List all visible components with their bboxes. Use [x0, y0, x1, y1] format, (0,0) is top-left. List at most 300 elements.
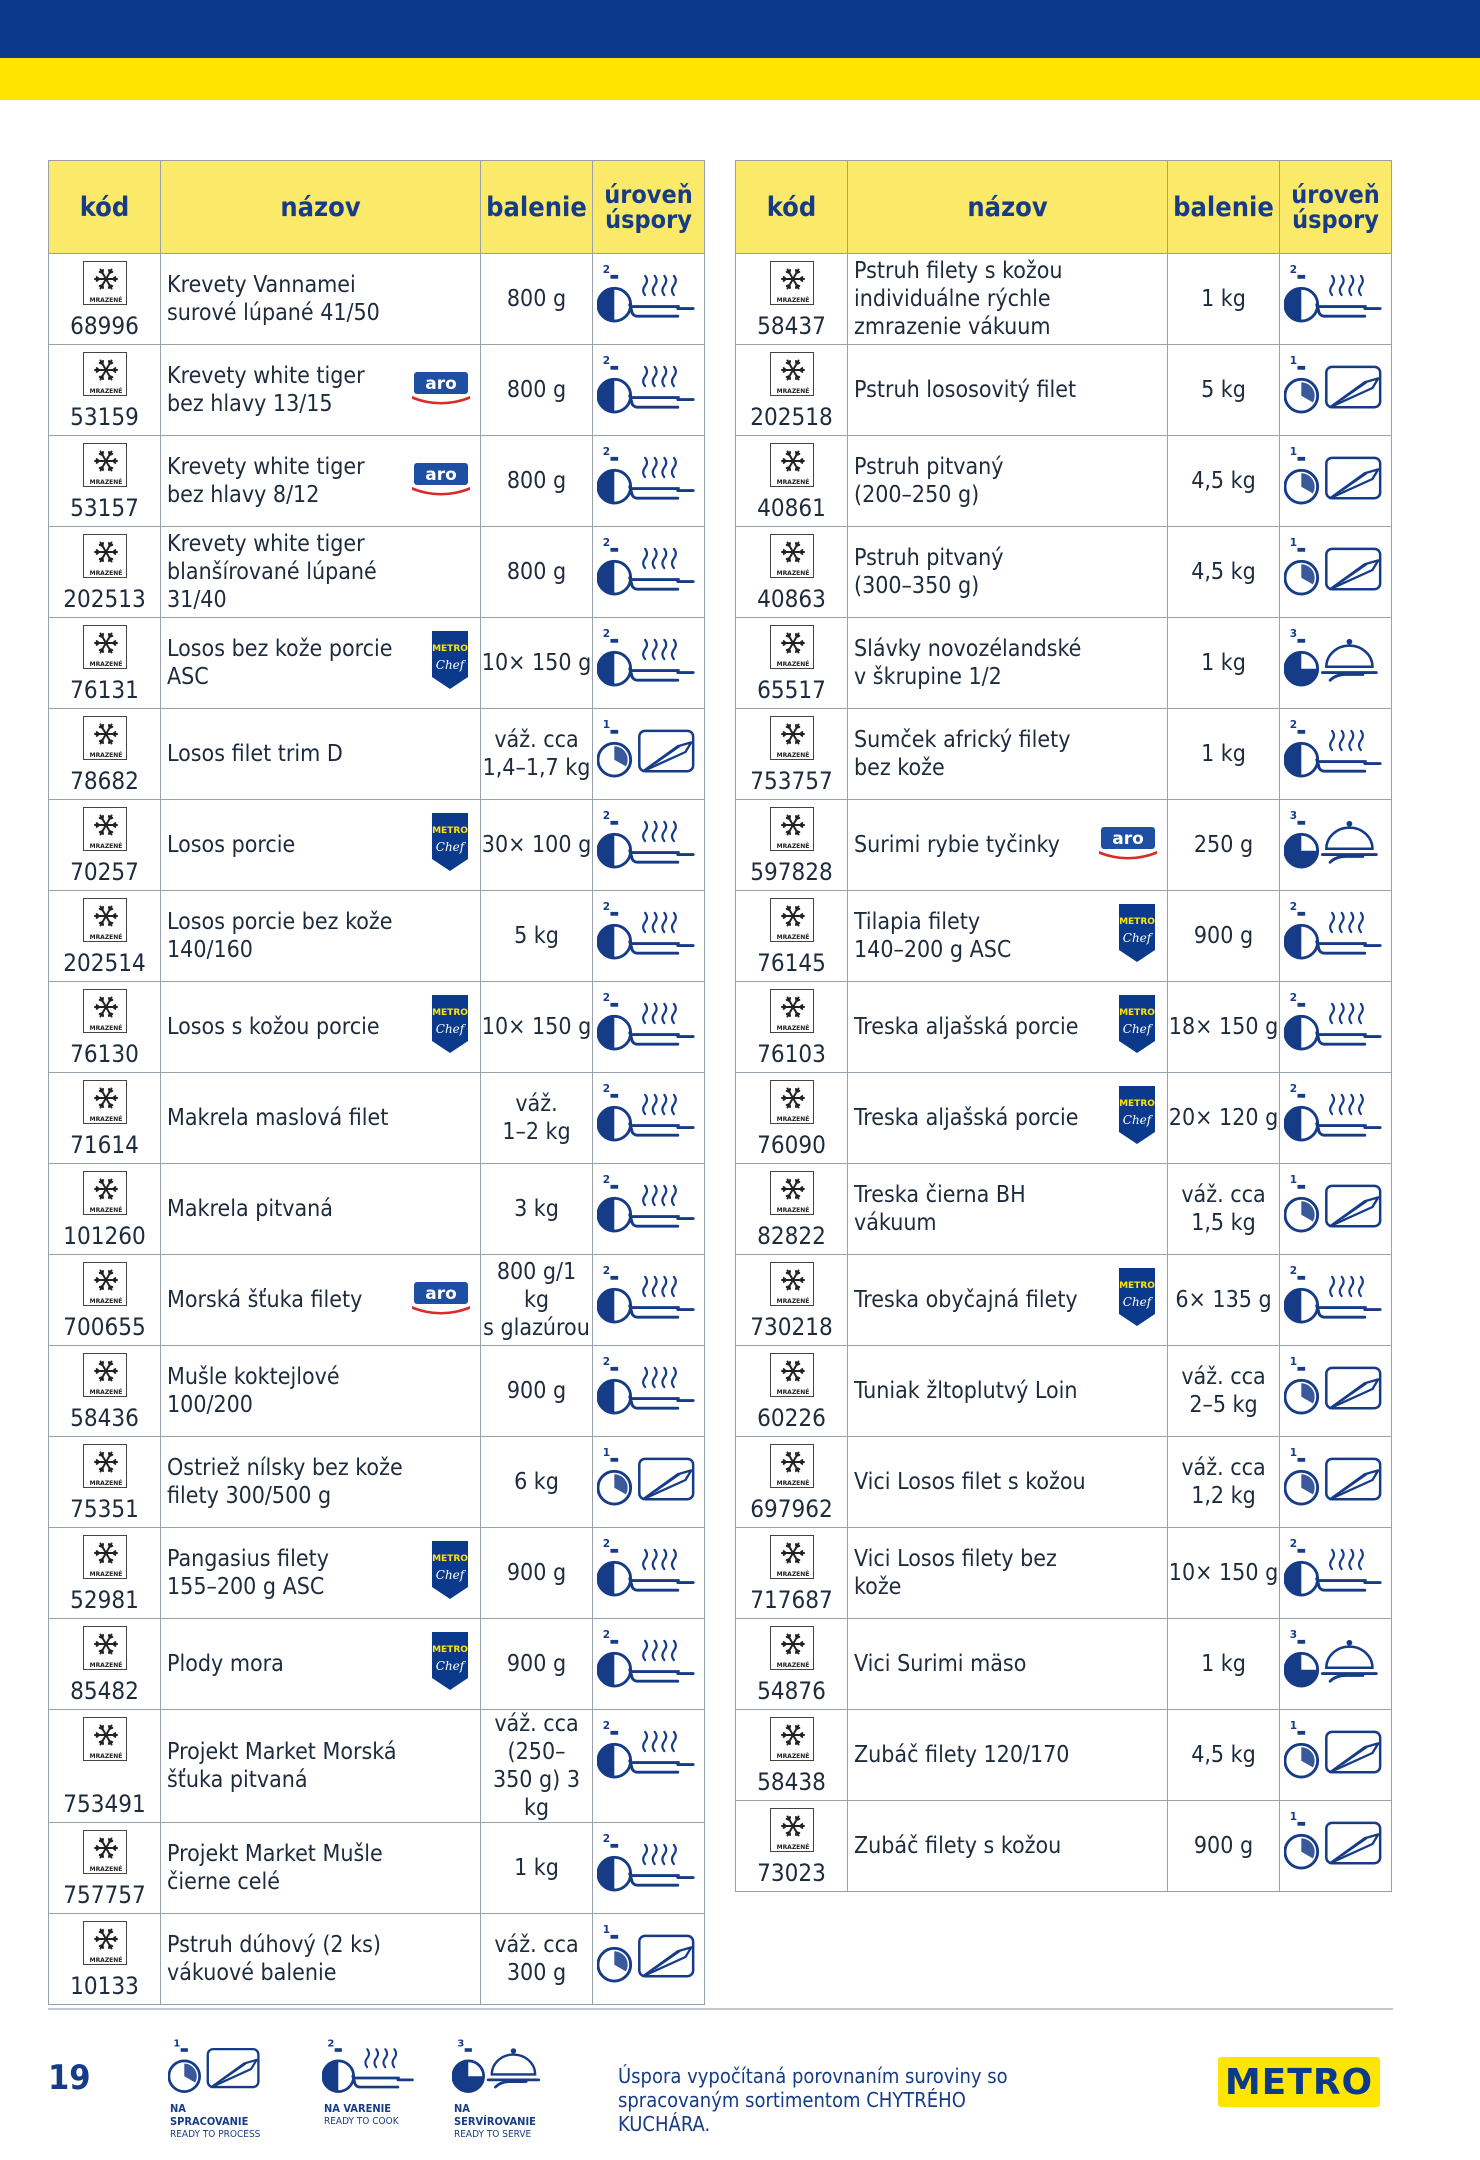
cell-kod: [736, 254, 848, 345]
frozen-badge: [770, 352, 814, 396]
cell-uroven: [1280, 709, 1392, 800]
level-2-icon: [597, 1263, 697, 1333]
svg-text:1: 1: [602, 1923, 611, 1936]
frozen-badge: [770, 1444, 814, 1488]
level-2-icon: [597, 353, 697, 423]
metro-chef-logo: [428, 629, 472, 693]
product-code: 73023: [757, 1859, 826, 1887]
svg-text:2: 2: [602, 900, 611, 913]
cell-kod: [736, 527, 848, 618]
cell-balenie: [481, 982, 593, 1073]
product-name: [167, 1195, 333, 1223]
package-line: 3 kg: [514, 1196, 559, 1222]
cell-uroven: [593, 1346, 705, 1437]
product-name-line: Projekt Market Morská: [167, 1739, 397, 1765]
legend-subtitle: READY TO SERVE: [454, 2129, 532, 2140]
package-line: 800 g: [506, 468, 567, 494]
cell-uroven: [1280, 1164, 1392, 1255]
product-name-line: bez hlavy 13/15: [167, 391, 333, 417]
product-name-line: Krevety Vannamei: [167, 272, 356, 298]
product-name-line: Mušle koktejlové: [167, 1364, 340, 1390]
cell-uroven: [593, 982, 705, 1073]
product-code: 52981: [70, 1586, 139, 1614]
page-number: 19: [48, 2058, 91, 2098]
package-line: 10× 150 g: [1168, 1560, 1279, 1586]
product-name: [167, 831, 400, 859]
svg-text:Chef: Chef: [435, 658, 465, 672]
svg-text:2: 2: [602, 991, 611, 1004]
legend-process: [168, 2036, 262, 2140]
package-line: 250 g: [1193, 832, 1254, 858]
cell-balenie: [481, 436, 593, 527]
cell-kod: [49, 891, 161, 982]
package-line: 900 g: [506, 1651, 567, 1677]
cell-balenie: [1168, 1346, 1280, 1437]
product-name: [167, 362, 400, 418]
header-balenie: balenie: [481, 161, 593, 254]
cell-nazov: [848, 1346, 1168, 1437]
metro-chef-logo: [428, 811, 472, 875]
table-row: [49, 527, 705, 618]
cell-nazov: [161, 1346, 481, 1437]
table-row: [736, 982, 1392, 1073]
product-code: 85482: [70, 1677, 139, 1705]
metro-brand-logo: [428, 1539, 472, 1607]
svg-text:2: 2: [1289, 718, 1298, 731]
legend-serve: [452, 2036, 546, 2140]
cell-kod: [736, 891, 848, 982]
cell-kod: [736, 1073, 848, 1164]
header-nazov: názov: [161, 161, 481, 254]
cell-balenie: [481, 1823, 593, 1914]
cell-nazov: [848, 800, 1168, 891]
cell-uroven: [1280, 982, 1392, 1073]
level-2-icon: [597, 1718, 697, 1788]
metro-chef-logo: [428, 1630, 472, 1694]
cell-nazov: [161, 982, 481, 1073]
top-blue-band: [0, 0, 1480, 58]
legend-label: [324, 2102, 399, 2128]
top-yellow-band: [0, 58, 1480, 100]
svg-text:Chef: Chef: [1122, 931, 1152, 945]
cell-uroven: [593, 1437, 705, 1528]
cell-uroven: [593, 345, 705, 436]
product-name-line: Makrela maslová filet: [167, 1105, 389, 1131]
package-line: 1,2 kg: [1191, 1483, 1256, 1509]
cell-nazov: [161, 1073, 481, 1164]
metro-brand-logo: [1115, 902, 1159, 970]
package-line: 900 g: [506, 1560, 567, 1586]
level-2-icon: [1284, 1536, 1384, 1606]
cell-nazov: [161, 1164, 481, 1255]
product-name: [167, 635, 400, 691]
level-2-icon: [597, 1536, 697, 1606]
cell-balenie: [481, 891, 593, 982]
product-name: [167, 1650, 400, 1678]
product-name-line: Losos filet trim D: [167, 741, 343, 767]
svg-text:2: 2: [1289, 1537, 1298, 1550]
frozen-label: MRAZENÉ: [776, 934, 809, 941]
level-1-icon: [168, 2036, 262, 2102]
level-2-icon: [597, 535, 697, 605]
cell-uroven: [593, 709, 705, 800]
svg-text:2: 2: [1289, 1082, 1298, 1095]
product-name-line: Pstruh filety s kožou: [854, 258, 1063, 284]
level-1-icon: [597, 1445, 697, 1515]
metro-brand-logo: [428, 629, 472, 697]
product-name-line: Vici Losos filet s kožou: [854, 1469, 1086, 1495]
frozen-label: MRAZENÉ: [89, 1866, 122, 1873]
metro-brand-logo: [1115, 993, 1159, 1061]
footer-note: Úspora vypočítaná porovnaním suroviny so spracovaným sortimentom CHYTRÉHO KUCHÁRA.: [618, 2064, 1008, 2136]
level-2-icon: [597, 444, 697, 514]
cell-kod: [736, 1710, 848, 1801]
table-row: [736, 1528, 1392, 1619]
cell-uroven: [1280, 1619, 1392, 1710]
package-line: 10× 150 g: [481, 1014, 592, 1040]
svg-text:2: 2: [602, 1628, 611, 1641]
product-name-line: (300–350 g): [854, 573, 980, 599]
svg-text:1: 1: [602, 718, 611, 731]
package-line: 4,5 kg: [1191, 468, 1256, 494]
product-name-line: Krevety white tiger: [167, 454, 365, 480]
product-name: [167, 530, 377, 614]
frozen-label: MRAZENÉ: [776, 752, 809, 759]
cell-kod: [49, 1073, 161, 1164]
cell-uroven: [593, 436, 705, 527]
product-name-line: čierne celé: [167, 1869, 280, 1895]
svg-text:METRO: METRO: [432, 826, 468, 836]
level-2-icon: [1284, 717, 1384, 787]
product-name-line: kože: [854, 1574, 902, 1600]
product-code: 76103: [757, 1040, 826, 1068]
product-code: 730218: [750, 1313, 833, 1341]
product-code: 54876: [757, 1677, 826, 1705]
aro-brand-logo: [410, 1278, 472, 1322]
legend-label: [454, 2102, 546, 2141]
frozen-label: MRAZENÉ: [776, 661, 809, 668]
frozen-label: MRAZENÉ: [89, 661, 122, 668]
package-line: 1 kg: [1201, 741, 1246, 767]
product-name-line: Makrela pitvaná: [167, 1196, 333, 1222]
svg-text:Chef: Chef: [435, 1659, 465, 1673]
frozen-label: MRAZENÉ: [89, 1116, 122, 1123]
product-name-line: Morská šťuka filety: [167, 1287, 363, 1313]
svg-text:3: 3: [1289, 1628, 1298, 1641]
svg-text:2: 2: [602, 1537, 611, 1550]
product-name: [854, 1650, 1026, 1678]
table-header-row: [49, 161, 705, 254]
level-3-icon: [1284, 808, 1384, 878]
package-line: 800 g: [506, 559, 567, 585]
cell-uroven: [1280, 800, 1392, 891]
cell-kod: [49, 254, 161, 345]
metro-brand-logo: [428, 811, 472, 879]
frozen-badge: [83, 716, 127, 760]
product-code: 757757: [63, 1881, 146, 1909]
table-row: [49, 1164, 705, 1255]
cell-balenie: [481, 1710, 593, 1823]
product-name-line: Plody mora: [167, 1651, 284, 1677]
frozen-badge: [83, 1080, 127, 1124]
product-name-line: Pstruh lososovitý filet: [854, 377, 1077, 403]
cell-nazov: [161, 527, 481, 618]
metro-brand-logo: [428, 1630, 472, 1698]
level-2-icon: [597, 1831, 697, 1901]
cell-nazov: [848, 1528, 1168, 1619]
product-name-line: vákuové balenie: [167, 1960, 337, 1986]
product-name: [167, 1286, 400, 1314]
package-line: váž. cca: [494, 1932, 579, 1958]
svg-text:METRO: METRO: [432, 1554, 468, 1564]
cell-nazov: [161, 1710, 481, 1823]
cell-uroven: [593, 1528, 705, 1619]
cell-uroven: [593, 618, 705, 709]
svg-text:2: 2: [1289, 900, 1298, 913]
product-name: [854, 453, 1004, 509]
cell-kod: [49, 1255, 161, 1346]
cell-nazov: [848, 1437, 1168, 1528]
aro-logo: [410, 1278, 472, 1318]
table-row: [49, 709, 705, 800]
product-name-line: bez hlavy 8/12: [167, 482, 320, 508]
table-row: [49, 1528, 705, 1619]
cell-balenie: [481, 1164, 593, 1255]
cell-uroven: [1280, 527, 1392, 618]
cell-uroven: [593, 1823, 705, 1914]
cell-uroven: [593, 1710, 705, 1823]
product-name-line: Treska čierna BH: [854, 1182, 1026, 1208]
cell-balenie: [1168, 1255, 1280, 1346]
product-name: [167, 453, 400, 509]
cell-kod: [736, 618, 848, 709]
frozen-label: MRAZENÉ: [776, 1480, 809, 1487]
product-name-line: Treska aljašská porcie: [854, 1105, 1079, 1131]
product-name-line: blanšírované lúpané: [167, 559, 377, 585]
cell-nazov: [161, 618, 481, 709]
cell-nazov: [161, 800, 481, 891]
svg-text:METRO: METRO: [1119, 1099, 1155, 1109]
product-name-line: Pstruh pitvaný: [854, 454, 1004, 480]
table-row: [49, 891, 705, 982]
cell-balenie: [481, 1073, 593, 1164]
level-2-icon: [597, 1081, 697, 1151]
cell-nazov: [161, 1528, 481, 1619]
cell-kod: [736, 1164, 848, 1255]
frozen-label: MRAZENÉ: [89, 1571, 122, 1578]
cell-nazov: [848, 982, 1168, 1073]
table-row: [736, 1710, 1392, 1801]
product-name: [167, 1013, 400, 1041]
product-name: [167, 1363, 340, 1419]
level-1-icon: [1284, 444, 1384, 514]
cell-nazov: [848, 1073, 1168, 1164]
package-line: 300 g: [506, 1960, 567, 1986]
frozen-badge: [770, 807, 814, 851]
frozen-label: MRAZENÉ: [776, 1844, 809, 1851]
svg-text:METRO: METRO: [432, 1008, 468, 1018]
product-code: 40863: [757, 585, 826, 613]
product-name: [854, 1377, 1078, 1405]
frozen-label: MRAZENÉ: [89, 570, 122, 577]
aro-brand-logo: [1097, 823, 1159, 867]
frozen-badge: [83, 1626, 127, 1670]
product-name-line: bez kože: [854, 755, 945, 781]
product-name-line: Tilapia filety: [854, 909, 981, 935]
frozen-badge: [770, 443, 814, 487]
cell-balenie: [1168, 1073, 1280, 1164]
cell-nazov: [848, 254, 1168, 345]
cell-balenie: [481, 527, 593, 618]
svg-text:Chef: Chef: [435, 1568, 465, 1582]
level-3-icon: [1284, 626, 1384, 696]
cell-nazov: [161, 1914, 481, 2005]
cell-kod: [736, 436, 848, 527]
product-name: [167, 1738, 397, 1794]
frozen-label: MRAZENÉ: [89, 752, 122, 759]
cell-uroven: [1280, 345, 1392, 436]
level-1-icon: [1284, 1809, 1384, 1879]
product-code: 10133: [70, 1972, 139, 2000]
product-name-line: 31/40: [167, 587, 227, 613]
cell-balenie: [1168, 254, 1280, 345]
cell-nazov: [161, 709, 481, 800]
product-name-line: Losos bez kože porcie: [167, 636, 393, 662]
svg-text:2: 2: [1289, 991, 1298, 1004]
product-code: 40861: [757, 494, 826, 522]
frozen-label: MRAZENÉ: [776, 843, 809, 850]
package-line: (250–: [507, 1739, 566, 1765]
frozen-badge: [770, 898, 814, 942]
level-1-icon: [597, 1922, 697, 1992]
product-code: 597828: [750, 858, 833, 886]
cell-uroven: [593, 1914, 705, 2005]
product-name-line: šťuka pitvaná: [167, 1767, 308, 1793]
product-name-line: ASC: [167, 664, 209, 690]
cell-uroven: [1280, 1346, 1392, 1437]
cell-uroven: [1280, 891, 1392, 982]
product-code: 76145: [757, 949, 826, 977]
level-2-icon: [322, 2036, 416, 2102]
product-code: 101260: [63, 1222, 146, 1250]
table-row: [736, 891, 1392, 982]
package-line: váž. cca: [1181, 1455, 1266, 1481]
cell-uroven: [1280, 618, 1392, 709]
level-3-icon: [1284, 1627, 1384, 1697]
frozen-label: MRAZENÉ: [776, 1207, 809, 1214]
metro-brand-logo: [1115, 1266, 1159, 1334]
svg-text:Chef: Chef: [435, 1022, 465, 1036]
product-code: 68996: [70, 312, 139, 340]
product-name-line: surové lúpané 41/50: [167, 300, 380, 326]
svg-text:2: 2: [327, 2038, 335, 2050]
cell-kod: [49, 709, 161, 800]
cell-nazov: [848, 345, 1168, 436]
cell-uroven: [1280, 1710, 1392, 1801]
aro-brand-logo: [410, 368, 472, 412]
table-row: [49, 618, 705, 709]
product-name-line: Losos s kožou porcie: [167, 1014, 380, 1040]
cell-nazov: [848, 1255, 1168, 1346]
svg-text:2: 2: [602, 809, 611, 822]
cell-nazov: [161, 254, 481, 345]
package-line: váž. cca: [494, 727, 579, 753]
package-line: 6× 135 g: [1175, 1287, 1272, 1313]
table-row: [49, 1823, 705, 1914]
frozen-label: MRAZENÉ: [776, 1116, 809, 1123]
cell-kod: [736, 1801, 848, 1892]
package-line: 900 g: [506, 1378, 567, 1404]
cell-balenie: [1168, 1164, 1280, 1255]
frozen-badge: [770, 1171, 814, 1215]
level-2-icon: [1284, 899, 1384, 969]
cell-balenie: [1168, 1528, 1280, 1619]
table-row: [736, 254, 1392, 345]
cell-kod: [49, 1528, 161, 1619]
cell-kod: [736, 345, 848, 436]
frozen-badge: [770, 1535, 814, 1579]
frozen-badge: [83, 352, 127, 396]
header-uroven: úroveň úspory: [1280, 161, 1392, 254]
frozen-label: MRAZENÉ: [89, 934, 122, 941]
frozen-badge: [83, 534, 127, 578]
legend-title: NA VARENIE: [324, 2102, 392, 2115]
cell-uroven: [1280, 1255, 1392, 1346]
level-2-icon: [597, 1354, 697, 1424]
cell-kod: [49, 1346, 161, 1437]
frozen-badge: [83, 989, 127, 1033]
svg-text:1: 1: [173, 2038, 181, 2050]
level-2-icon: [597, 899, 697, 969]
svg-text:2: 2: [602, 1719, 611, 1732]
product-code: 58437: [757, 312, 826, 340]
product-name-line: Surimi rybie tyčinky: [854, 832, 1060, 858]
package-line: 1,5 kg: [1191, 1210, 1256, 1236]
svg-text:1: 1: [1289, 1173, 1298, 1186]
cell-kod: [49, 800, 161, 891]
frozen-label: MRAZENÉ: [89, 297, 122, 304]
frozen-badge: [83, 1171, 127, 1215]
cell-nazov: [161, 1619, 481, 1710]
cell-nazov: [848, 1801, 1168, 1892]
cell-kod: [736, 1346, 848, 1437]
svg-text:2: 2: [602, 445, 611, 458]
product-name-line: 155–200 g ASC: [167, 1574, 325, 1600]
product-table-right: [735, 160, 1392, 1892]
cell-uroven: [1280, 436, 1392, 527]
level-2-icon: [597, 262, 697, 332]
package-line: 1–2 kg: [502, 1119, 571, 1145]
product-name: [854, 1013, 1087, 1041]
frozen-label: MRAZENÉ: [776, 388, 809, 395]
header-nazov: názov: [848, 161, 1168, 254]
frozen-badge: [83, 1921, 127, 1965]
package-line: 800 g/1 kg: [496, 1259, 577, 1313]
level-1-icon: [1284, 535, 1384, 605]
cell-kod: [736, 709, 848, 800]
footer-divider: [48, 2008, 1393, 2010]
frozen-label: MRAZENÉ: [89, 1480, 122, 1487]
metro-chef-logo: [1115, 1266, 1159, 1330]
product-code: 202518: [750, 403, 833, 431]
aro-brand-logo: [410, 459, 472, 503]
metro-logo: [1218, 2057, 1380, 2107]
cell-nazov: [848, 709, 1168, 800]
cell-kod: [49, 1710, 161, 1823]
cell-nazov: [848, 1164, 1168, 1255]
cell-uroven: [593, 891, 705, 982]
cell-kod: [49, 436, 161, 527]
